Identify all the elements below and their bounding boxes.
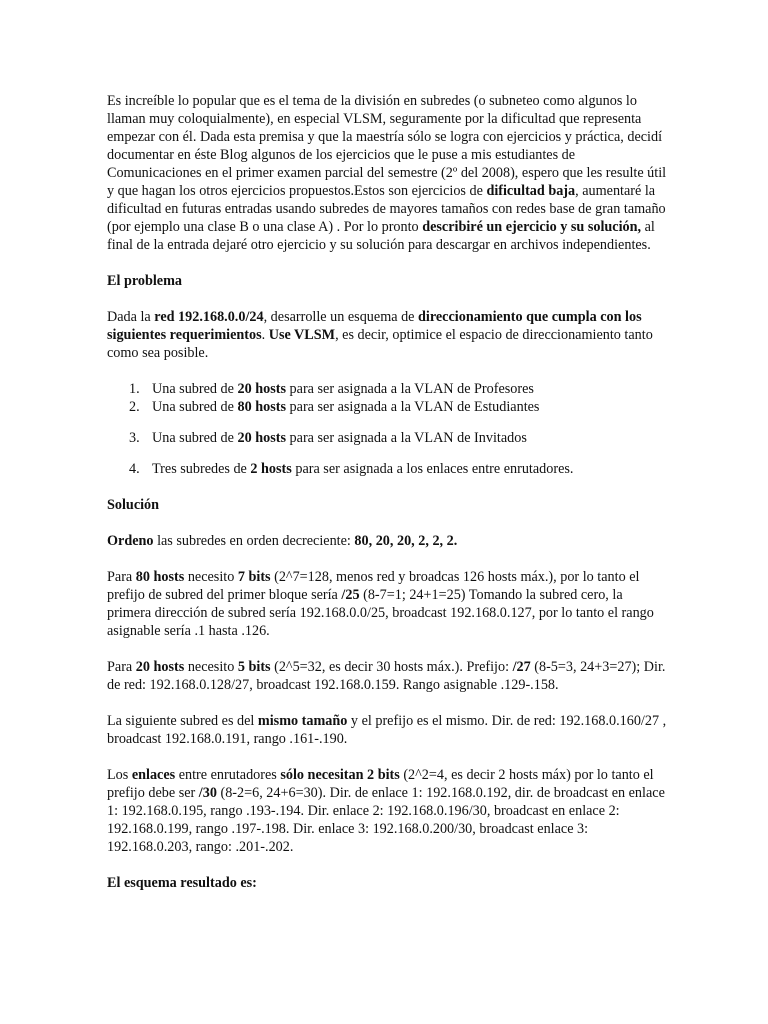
subnet-80-paragraph [107, 568, 667, 640]
p20-text-3: (2^5=32, es decir 30 hosts máx.). Prefijo: [270, 659, 513, 675]
list-text: para ser asignada a la VLAN de Profesores [286, 381, 534, 397]
list-number: 1. [129, 381, 140, 397]
problem-text-4: , es decir, optimice el espacio de direccionamiento tanto como sea posible. [107, 327, 653, 361]
plinks-text-2: entre enrutadores [175, 767, 281, 783]
intro-text-2: , aumentaré la dificultad en futuras entradas usando subredes de mayores tamaños con redes base de gran tamaño (por ejemplo una clase B o una clase A) . Por lo pronto [107, 183, 666, 235]
plinks-text-1: Los [107, 767, 132, 783]
list-item [107, 398, 667, 416]
list-item [107, 429, 667, 447]
list-item [107, 380, 667, 398]
list-item [107, 460, 667, 478]
list-text: Una subred de [152, 399, 238, 415]
psame-text-2: y el prefijo es el mismo. Dir. de red: 192.168.0.160/27 , broadcast 192.168.0.191, rango .161-.190. [107, 713, 667, 747]
list-text: Una subred de [152, 381, 238, 397]
list-bold: 20 hosts [237, 430, 286, 446]
same-size-paragraph [107, 712, 667, 748]
p80-text-4: (8-7=1; 24+1=25) Tomando la subred cero, la primera dirección de subred sería 192.168.0.0/25, broadcast 192.168.0.127, por lo tanto el rango asignable sería .1 hasta .126. [107, 587, 654, 639]
p80-bold-2: 7 bits [237, 569, 271, 585]
p20-bold-1: 20 hosts [135, 659, 185, 675]
plinks-text-3: (2^2=4, es decir 2 hosts máx) por lo tanto el prefijo debe ser [107, 767, 654, 801]
intro-text-3: al final de la entrada dejaré otro ejercicio y su solución para descargar en archivos independientes. [107, 219, 655, 253]
p80-bold-3: /25 [341, 587, 360, 603]
intro-text-1: Es increíble lo popular que es el tema de la división en subredes (o subneteo como algunos lo llaman muy coloquialmente), en especial VLSM, seguramente por la dificultad que representa empezar con él. Dada esta premisa y que la maestría sólo se logra con ejercicios y práctica, decidí documentar en éste Blog algunos de los ejercicios que le puse a mis estudiantes de Comunicaciones en el primer examen parcial del semestre (2º del 2008), espero que les resulte útil y que hagan los otros ejercicios propuestos.Estos son ejercicios de [107, 93, 667, 199]
plinks-bold-2: sólo necesitan 2 bits [280, 767, 400, 783]
plinks-bold-1: enlaces [131, 767, 176, 783]
problem-text-3: . [261, 327, 269, 343]
p20-text-4: (8-5=3, 24+3=27); Dir. de red: 192.168.0.128/27, broadcast 192.168.0.159. Rango asignable .129-.158. [107, 659, 666, 693]
order-paragraph [107, 532, 667, 550]
p80-text-3: (2^7=128, menos red y broadcas 126 hosts máx.), por lo tanto el prefijo de subred del primer bloque sería [107, 569, 640, 603]
list-text: Una subred de [152, 430, 238, 446]
list-text: para ser asignada a la VLAN de Estudiantes [286, 399, 540, 415]
problem-text-1: Dada la [107, 309, 155, 325]
plinks-bold-3: /30 [198, 785, 217, 801]
plinks-text-4: (8-2=6, 24+6=30). Dir. de enlace 1: 192.168.0.192, dir. de broadcast en enlace 1: 192.168.0.195, rango .193-.194. Dir. enlace 2: 192.168.0.196/30, broadcast en enlace 2: 192.168.0.199, rango .197-.198. Dir. enlace 3: 192.168.0.200/30, broadcast enlace 3: 192.168.0.203, rango: .201-.202. [107, 785, 665, 855]
list-number: 2. [129, 399, 140, 415]
intro-bold-2: describiré un ejercicio y su solución, [422, 219, 642, 235]
problem-paragraph [107, 308, 667, 362]
list-text: Tres subredes de [152, 461, 251, 477]
list-number: 4. [129, 461, 140, 477]
list-text: para ser asignada a la VLAN de Invitados [286, 430, 527, 446]
intro-paragraph [107, 92, 667, 254]
subnet-20-paragraph [107, 658, 667, 694]
list-bold: 2 hosts [250, 461, 292, 477]
order-bold-2: 80, 20, 20, 2, 2, 2. [354, 533, 458, 549]
problem-bold-3: Use VLSM [268, 327, 336, 343]
p20-text-1: Para [107, 659, 136, 675]
list-text: para ser asignada a los enlaces entre enrutadores. [291, 461, 574, 477]
problem-bold-1: red 192.168.0.0/24 [154, 309, 264, 325]
order-text-1: las subredes en orden decreciente: [153, 533, 355, 549]
p20-bold-2: 5 bits [237, 659, 271, 675]
p80-text-2: necesito [184, 569, 238, 585]
p80-text-1: Para [107, 569, 136, 585]
list-bold: 20 hosts [237, 381, 286, 397]
problem-heading: El problema [107, 273, 183, 289]
links-paragraph [107, 766, 667, 856]
document-body [107, 92, 667, 910]
result-heading: El esquema resultado es: [107, 875, 257, 891]
problem-text-2: , desarrolle un esquema de [263, 309, 419, 325]
solution-heading: Solución [107, 497, 160, 513]
order-bold-1: Ordeno [107, 533, 154, 549]
list-number: 3. [129, 430, 140, 446]
intro-bold-1: dificultad baja [486, 183, 576, 199]
list-bold: 80 hosts [237, 399, 286, 415]
requirements-list [107, 380, 667, 478]
psame-bold-1: mismo tamaño [257, 713, 348, 729]
p80-bold-1: 80 hosts [135, 569, 185, 585]
problem-bold-2: direccionamiento que cumpla con los siguientes requerimientos [107, 309, 642, 343]
p20-bold-3: /27 [512, 659, 531, 675]
psame-text-1: La siguiente subred es del [107, 713, 258, 729]
p20-text-2: necesito [184, 659, 238, 675]
